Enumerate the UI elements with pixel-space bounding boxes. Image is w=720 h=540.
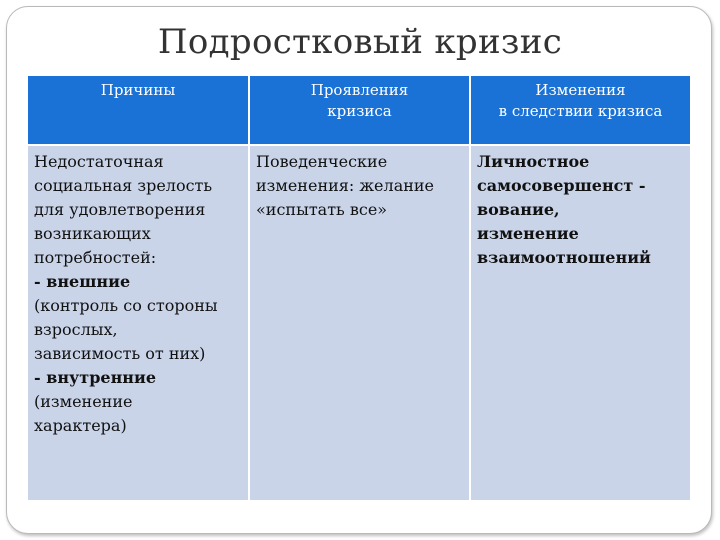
cell-text-line: возникающих: [34, 224, 151, 243]
cell-text-line: самосовершенст -: [477, 176, 646, 195]
header-causes: [28, 76, 250, 144]
header-manifestations-line-2: кризиса: [327, 102, 392, 120]
cell-text-line: взрослых,: [34, 320, 118, 339]
cell-text-line: потребностей:: [34, 248, 157, 267]
cell-text-line: вование,: [477, 200, 560, 219]
cell-text-line: - внешние: [34, 272, 131, 291]
cell-text-line: (изменение: [34, 392, 133, 411]
cell-causes: [28, 146, 250, 500]
header-manifestations-line-1: Проявления: [310, 81, 409, 99]
cell-text-line: характера): [34, 416, 127, 435]
cell-text-line: изменения: желание: [256, 176, 435, 195]
cell-text-line: социальная зрелость: [34, 176, 213, 195]
header-changes-line-1: Изменения: [535, 81, 626, 99]
cell-text-line: - внутренние: [34, 368, 157, 387]
header-causes-line-1: Причины: [100, 81, 176, 99]
cell-text-line: изменение: [477, 224, 579, 243]
cell-text-line: зависимость от них): [34, 344, 206, 363]
cell-text-line: Недостаточная: [34, 152, 164, 171]
cell-text-line: для удовлетворения: [34, 200, 206, 219]
cell-text-line: (контроль со стороны: [34, 296, 218, 315]
header-manifestations: [250, 76, 471, 144]
cell-text-line: взаимоотношений: [477, 248, 651, 267]
cell-text-line: «испытать все»: [256, 200, 388, 219]
cell-text-line: Поведенческие: [256, 152, 388, 171]
cell-manifestations: [250, 146, 471, 500]
crisis-table: [28, 76, 690, 500]
header-changes: [471, 76, 690, 144]
header-changes-line-2: в следствии кризиса: [498, 102, 663, 120]
slide-title: Подростковый кризис: [157, 22, 563, 62]
cell-text-line: Личностное: [477, 152, 590, 171]
cell-changes: [471, 146, 690, 500]
